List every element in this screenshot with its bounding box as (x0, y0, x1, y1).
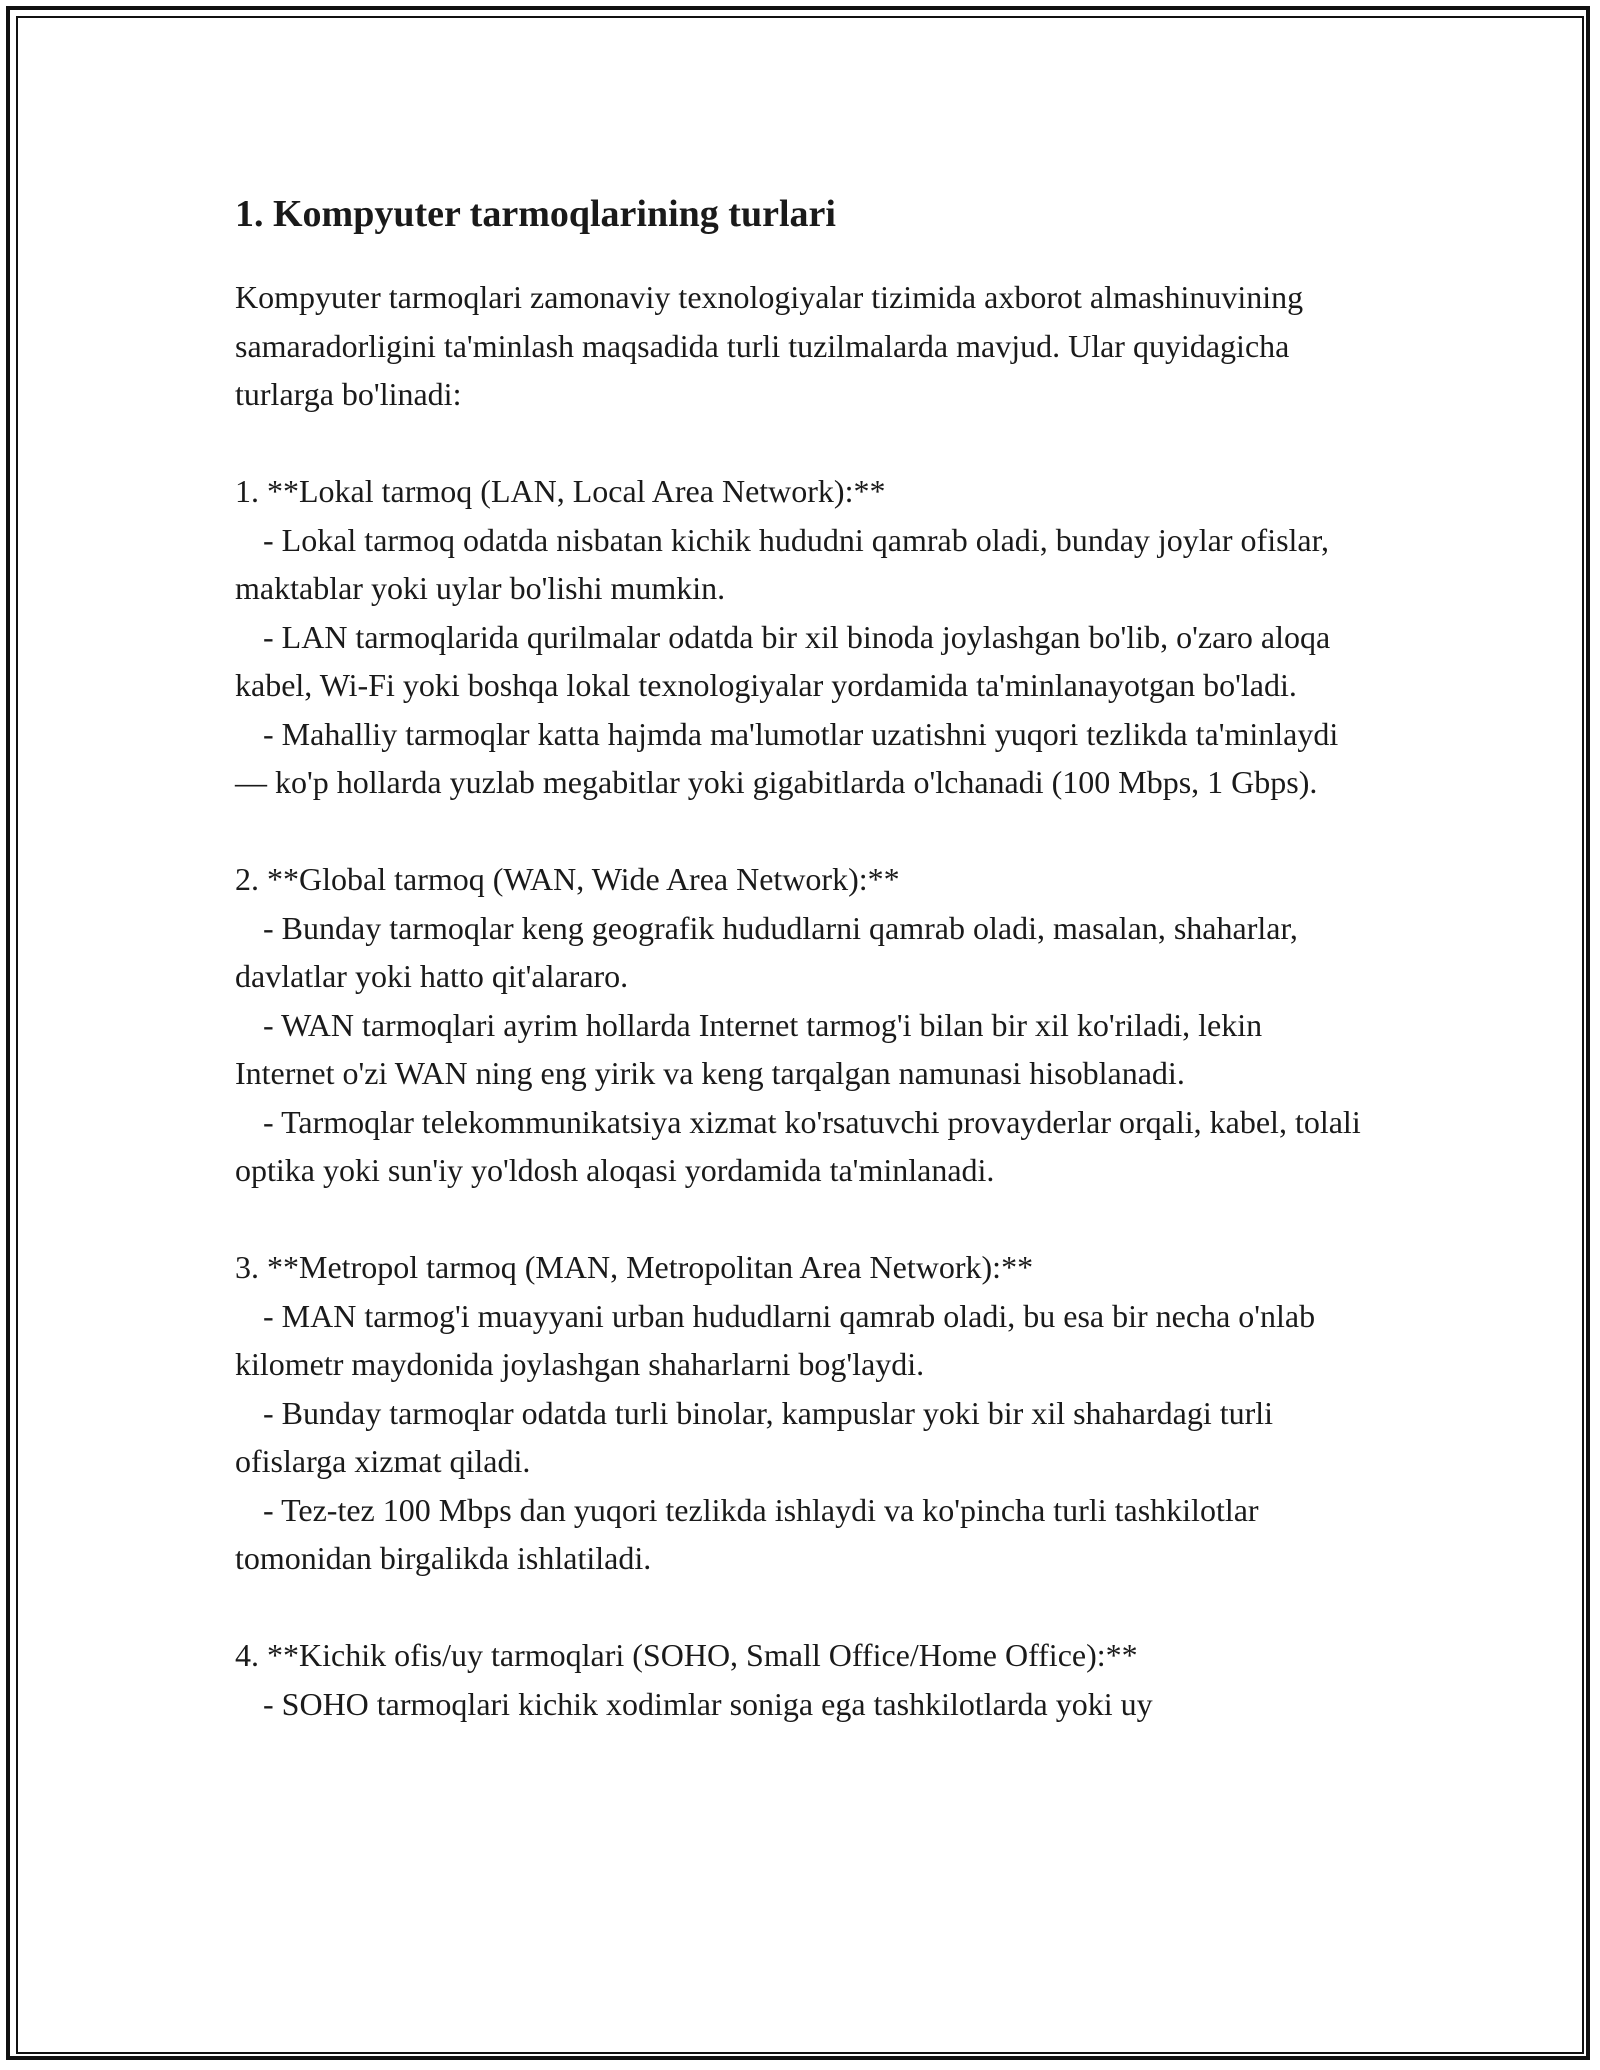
section-man (235, 1243, 1365, 1583)
section-lan (235, 467, 1365, 807)
bullet-item: - Bunday tarmoqlar odatda turli binolar, kampuslar yoki bir xil shahardagi turli ofislarga xizmat qiladi. (235, 1394, 1274, 1479)
section-heading: 3. **Metropol tarmoq (MAN, Metropolitan Area Network):** (235, 1249, 1034, 1285)
bullet-item: - Mahalliy tarmoqlar katta hajmda ma'lumotlar uzatishni yuqori tezlikda ta'minlaydi — ko'p hollarda yuzlab megabitlar yoki gigabitlarda o'lchanadi (100 Mbps, 1 Gbps). (235, 715, 1339, 800)
bullet-item: - Tez-tez 100 Mbps dan yuqori tezlikda ishlaydi va ko'pincha turli tashkilotlar tomonidan birgalikda ishlatiladi. (235, 1491, 1259, 1576)
section-heading: 2. **Global tarmoq (WAN, Wide Area Network):** (235, 861, 900, 897)
intro-paragraph: Kompyuter tarmoqlari zamonaviy texnologiyalar tizimida axborot almashinuvining samaradorligini ta'minlash maqsadida turli tuzilmalarda mavjud. Ular quyidagicha turlarga bo'linadi: (235, 279, 1304, 412)
document-title: 1. Kompyuter tarmoqlarining turlari (235, 193, 836, 235)
document-body (235, 185, 1365, 1777)
bullet-item: - LAN tarmoqlarida qurilmalar odatda bir xil binoda joylashgan bo'lib, o'zaro aloqa kabel, Wi-Fi yoki boshqa lokal texnologiyalar yordamida ta'minlanayotgan bo'ladi. (235, 618, 1331, 703)
bullet-item: - WAN tarmoqlari ayrim hollarda Internet tarmog'i bilan bir xil ko'riladi, lekin Internet o'zi WAN ning eng yirik va keng tarqalgan namunasi hisoblanadi. (235, 1006, 1263, 1091)
bullet-item: - Lokal tarmoq odatda nisbatan kichik hududni qamrab oladi, bunday joylar ofislar, maktablar yoki uylar bo'lishi mumkin. (235, 521, 1329, 606)
bullet-item: - Bunday tarmoqlar keng geografik hududlarni qamrab oladi, masalan, shaharlar, davlatlar yoki hatto qit'alararo. (235, 909, 1298, 994)
section-soho (235, 1631, 1365, 1728)
section-heading: 4. **Kichik ofis/uy tarmoqlari (SOHO, Small Office/Home Office):** (235, 1637, 1138, 1673)
bullet-item: - MAN tarmog'i muayyani urban hududlarni qamrab oladi, bu esa bir necha o'nlab kilometr maydonida joylashgan shaharlarni bog'laydi. (235, 1297, 1316, 1382)
bullet-item: - SOHO tarmoqlari kichik xodimlar soniga ega tashkilotlarda yoki uy (263, 1685, 1153, 1722)
section-heading: 1. **Lokal tarmoq (LAN, Local Area Network):** (235, 473, 886, 509)
bullet-item: - Tarmoqlar telekommunikatsiya xizmat ko'rsatuvchi provayderlar orqali, kabel, tolali optika yoki sun'iy yo'ldosh aloqasi yordamida ta'minlanadi. (235, 1103, 1361, 1188)
section-wan (235, 855, 1365, 1195)
